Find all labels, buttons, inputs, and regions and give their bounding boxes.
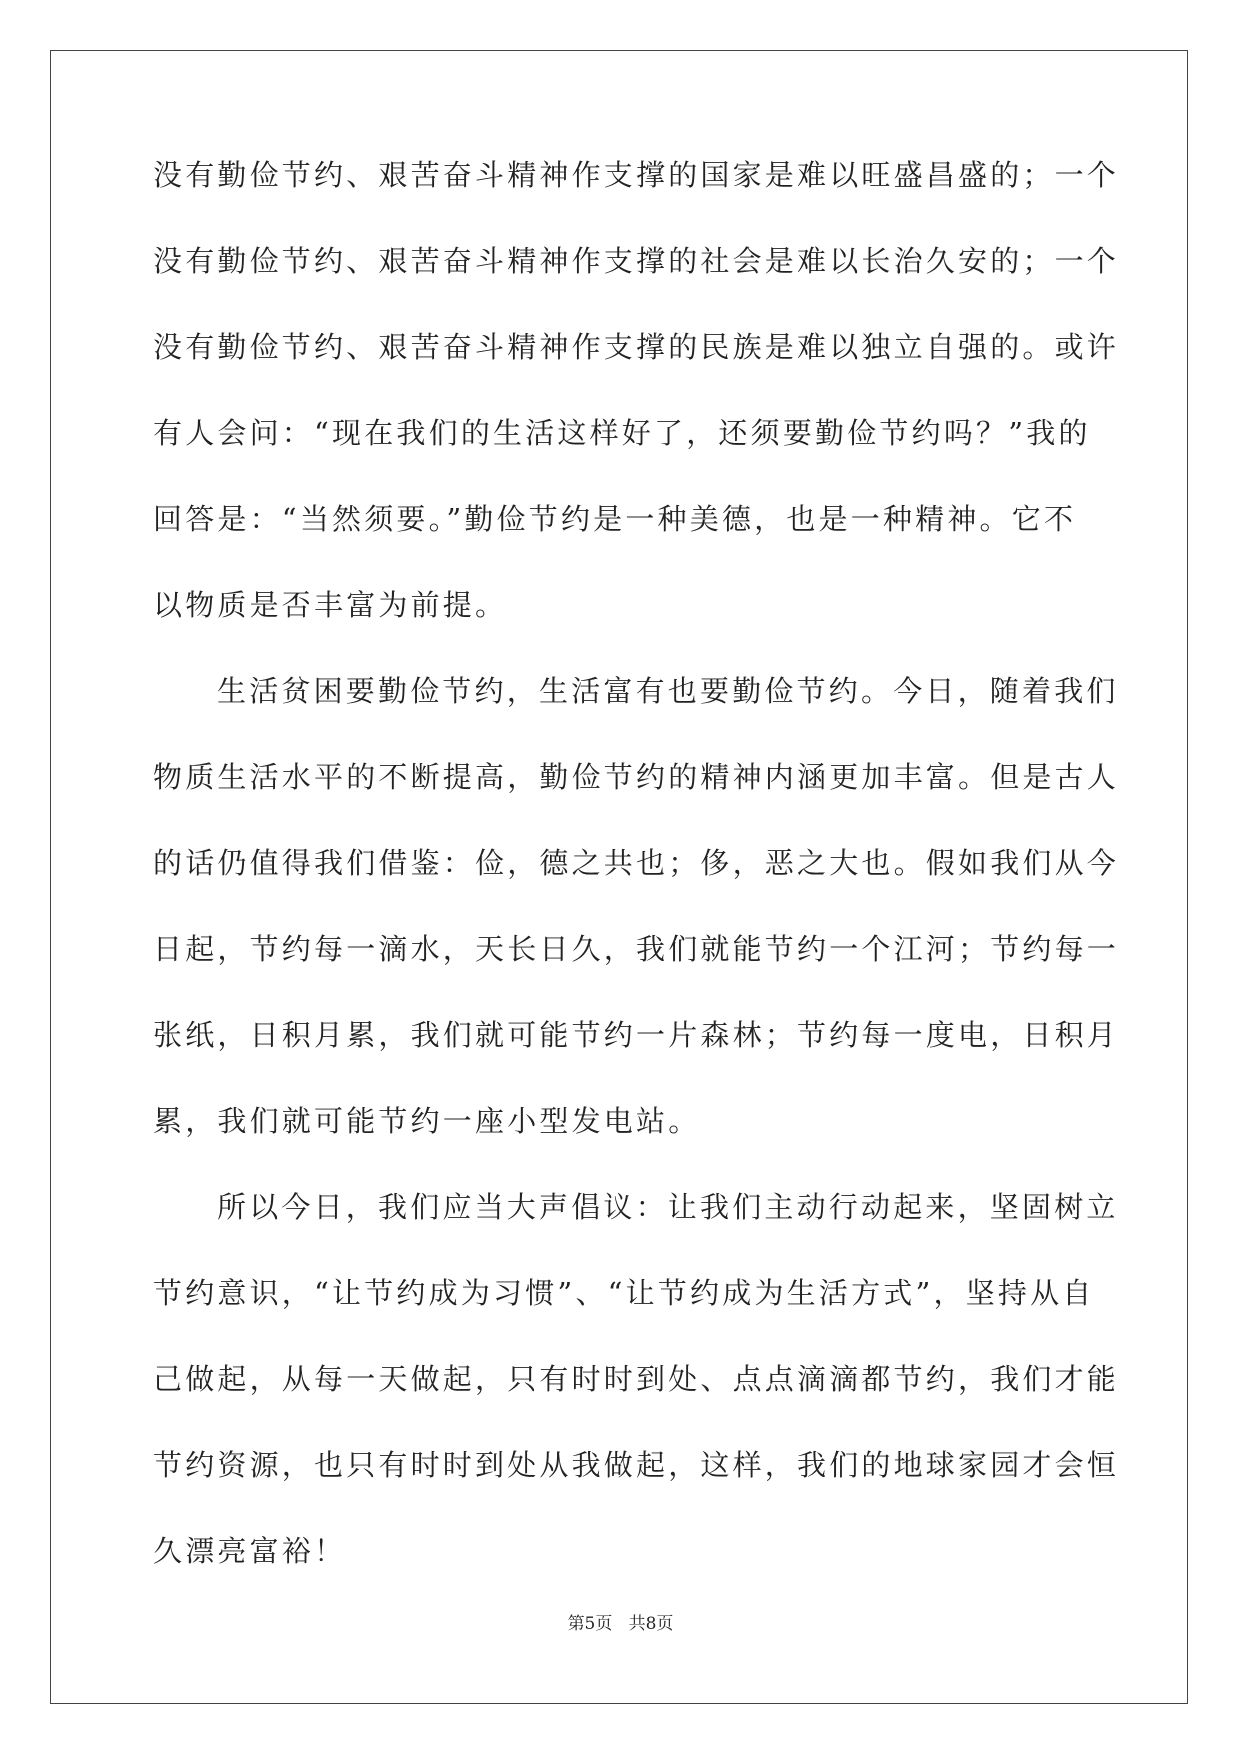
paragraph-3 <box>153 1187 1120 1617</box>
text-line: 己做起，从每一天做起，只有时时到处、点点滴滴都节约，我们才能 <box>153 1362 1120 1396</box>
text-line: 没有勤俭节约、艰苦奋斗精神作支撑的民族是难以独立自强的。或许 <box>153 330 1120 364</box>
text-line: 生活贫困要勤俭节约，生活富有也要勤俭节约。今日，随着我们 <box>217 674 1119 708</box>
text-line: 以物质是否丰富为前提。 <box>153 588 508 622</box>
text-line: 节约资源，也只有时时到处从我做起，这样，我们的地球家园才会恒 <box>153 1448 1120 1482</box>
text-line: 没有勤俭节约、艰苦奋斗精神作支撑的国家是难以旺盛昌盛的；一个 <box>153 158 1120 192</box>
text-line: 累，我们就可能节约一座小型发电站。 <box>153 1104 701 1138</box>
paragraph-1 <box>153 155 1120 671</box>
text-line: 节约意识，“让节约成为习惯”、“让节约成为生活方式”，坚持从自 <box>153 1276 1095 1310</box>
text-line: 日起，节约每一滴水，天长日久，我们就能节约一个江河；节约每一 <box>153 932 1120 966</box>
paragraph-2 <box>153 671 1120 1187</box>
text-line: 张纸，日积月累，我们就可能节约一片森林；节约每一度电，日积月 <box>153 1018 1120 1052</box>
total-page-count: 共8页 <box>628 1614 674 1634</box>
text-line: 有人会问：“现在我们的生活这样好了，还须要勤俭节约吗？”我的 <box>153 416 1091 450</box>
page-footer <box>0 1612 1241 1636</box>
current-page-number: 第5页 <box>567 1614 613 1634</box>
text-line: 所以今日，我们应当大声倡议：让我们主动行动起来，坚固树立 <box>217 1190 1119 1224</box>
text-line: 没有勤俭节约、艰苦奋斗精神作支撑的社会是难以长治久安的；一个 <box>153 244 1120 278</box>
text-line: 回答是：“当然须要。”勤俭节约是一种美德，也是一种精神。它不 <box>153 502 1077 536</box>
text-line: 物质生活水平的不断提高，勤俭节约的精神内涵更加丰富。但是古人 <box>153 760 1120 794</box>
text-line: 的话仍值得我们借鉴：俭，德之共也；侈，恶之大也。假如我们从今 <box>153 846 1120 880</box>
document-body <box>153 155 1120 1617</box>
text-line: 久漂亮富裕！ <box>153 1534 347 1568</box>
